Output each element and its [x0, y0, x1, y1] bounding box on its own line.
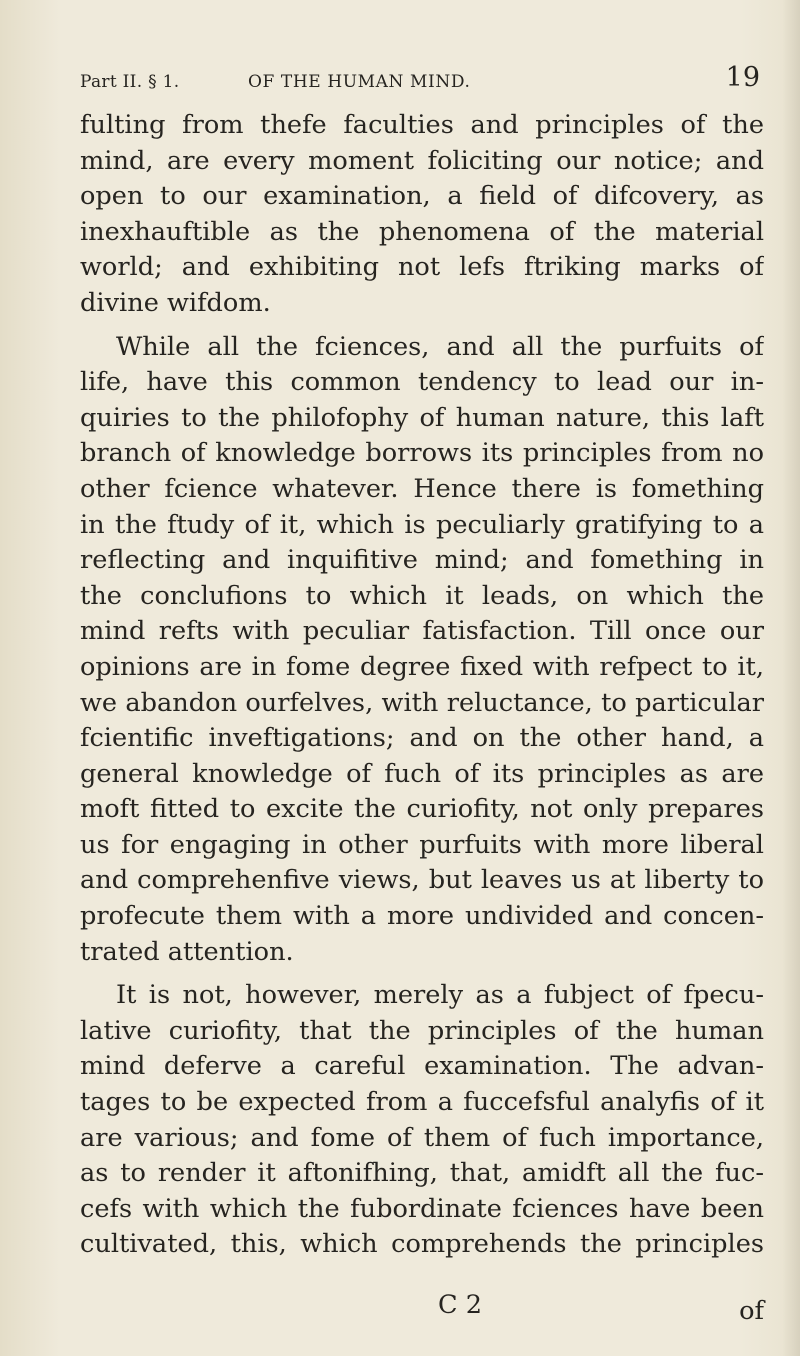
text-line: general knowledge of fuch of its principles as are — [80, 758, 764, 789]
text-line: fulting from thefe faculties and principles of the — [80, 110, 764, 140]
part-section-label: Part II. § 1. — [80, 72, 180, 92]
text-line: tages to be expected from a fuccefsful analyfis of it — [80, 1087, 764, 1118]
text-line: we abandon ourfelves, with reluctance, to particular — [80, 687, 764, 718]
page-number: 19 — [725, 62, 760, 93]
text-line: cefs with which the fubordinate fciences have been — [80, 1193, 764, 1224]
text-line: mind deferve a careful examination. The advan- — [80, 1051, 764, 1082]
text-line: us for engaging in other purfuits with more liberal — [80, 829, 764, 860]
text-line: lative curiofity, that the principles of the human — [80, 1015, 764, 1046]
text-line: mind, are every moment foliciting our notice; and — [80, 145, 764, 176]
paragraph — [80, 978, 764, 1263]
text-line: world; and exhibiting not lefs ftriking marks of — [80, 252, 764, 283]
text-line: fcientific inveftigations; and on the other hand, a — [80, 723, 764, 754]
page-footer — [80, 1290, 764, 1326]
text-line: profecute them with a more undivided and concen- — [80, 901, 764, 932]
text-line: It is not, however, merely as a fubject of fpecu- — [116, 980, 764, 1011]
text-line: inexhauftible as the phenomena of the material — [80, 216, 764, 247]
running-head — [80, 60, 760, 104]
text-line: quiries to the philofophy of human nature, this laft — [80, 402, 764, 433]
text-line: as to render it aftonifhing, that, amidft all the fuc- — [80, 1158, 764, 1189]
running-title: OF THE HUMAN MIND. — [248, 72, 471, 92]
page-edge-shadow — [782, 0, 800, 1356]
text-line: mind refts with peculiar fatisfaction. Till once our — [80, 616, 764, 647]
text-line: other fcience whatever. Hence there is fomething — [80, 473, 764, 504]
text-line: moft fitted to excite the curiofity, not only prepares — [80, 794, 764, 825]
text-line: branch of knowledge borrows its principles from no — [80, 438, 764, 469]
text-line: cultivated, this, which comprehends the principles — [80, 1229, 764, 1260]
text-line: life, have this common tendency to lead our in- — [80, 367, 764, 398]
text-line: in the ftudy of it, which is peculiarly gratifying to a — [80, 509, 764, 540]
text-line: opinions are in fome degree fixed with refpect to it, — [80, 651, 764, 682]
catchword: of — [739, 1296, 764, 1326]
paragraph — [80, 108, 764, 322]
paragraph — [80, 330, 764, 971]
text-line: divine wifdom. — [80, 287, 271, 318]
text-line: and comprehenfive views, but leaves us at liberty to — [80, 865, 764, 896]
text-line: While all the fciences, and all the purfuits of — [116, 331, 764, 362]
body-text — [80, 108, 764, 1271]
text-line: are various; and fome of them of fuch importance, — [80, 1122, 764, 1153]
text-line: the conclufions to which it leads, on which the — [80, 580, 764, 611]
text-line: reflecting and inquifitive mind; and fomething in — [80, 545, 764, 576]
text-line: trated attention. — [80, 936, 294, 967]
signature-mark: C 2 — [438, 1290, 483, 1320]
text-line: open to our examination, a field of difcovery, as — [80, 181, 764, 212]
